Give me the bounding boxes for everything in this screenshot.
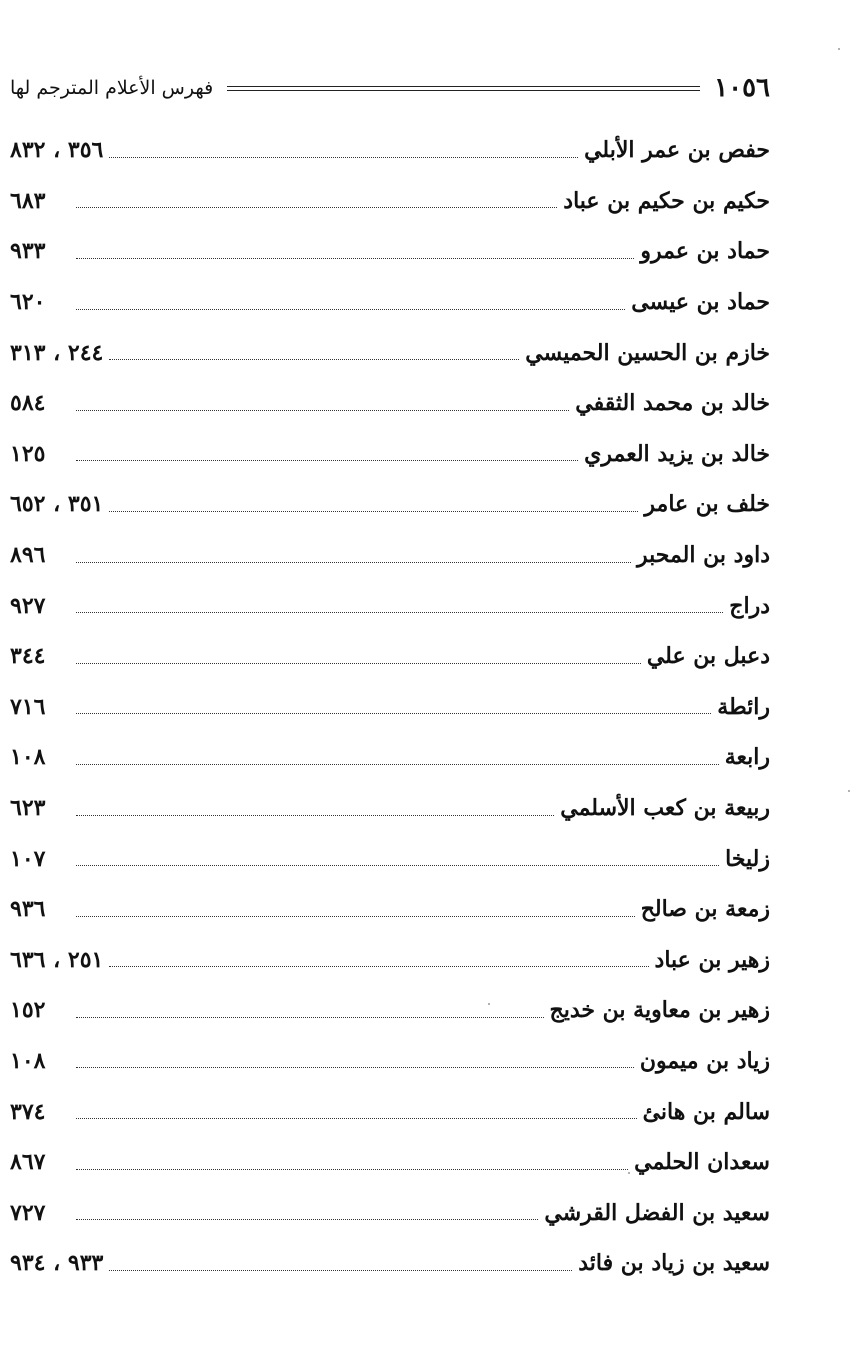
entry-page-numbers: ٣٧٤ — [10, 1098, 46, 1125]
index-entry — [10, 732, 770, 783]
dot-leader — [109, 143, 578, 158]
page-number: ١٠٥٦ — [714, 73, 770, 103]
index-entry — [10, 125, 770, 176]
page-header — [10, 70, 770, 106]
scan-speck — [838, 48, 840, 50]
dot-leader — [76, 1003, 544, 1018]
entry-name: سالم بن هانئ — [642, 1098, 770, 1125]
entry-page-numbers: ٨٦٧ — [10, 1149, 46, 1176]
entry-page-numbers: ٦٨٣ — [10, 187, 46, 214]
dot-leader — [76, 801, 554, 816]
index-entry — [10, 277, 770, 328]
index-entry — [10, 580, 770, 631]
dot-leader — [109, 952, 648, 967]
index-entry — [10, 682, 770, 733]
dot-leader — [76, 851, 719, 866]
dot-leader — [76, 193, 557, 208]
entry-name: زهير بن عباد — [654, 946, 770, 973]
index-entry — [10, 1187, 770, 1238]
entry-page-numbers: ١٥٢ — [10, 997, 46, 1024]
entry-name: دراج — [729, 592, 770, 619]
entry-name: رائطة — [717, 693, 770, 720]
index-entry — [10, 783, 770, 834]
entry-page-numbers: ٩٢٧ — [10, 592, 46, 619]
entry-name: زياد بن ميمون — [639, 1047, 770, 1074]
running-title: فهرس الأعلام المترجم لها — [10, 77, 214, 99]
entry-page-numbers: ٢٥١ ، ٦٣٦ — [10, 946, 104, 973]
dot-leader — [76, 1053, 634, 1068]
index-entry — [10, 226, 770, 277]
index-entry — [10, 378, 770, 429]
dot-leader — [76, 548, 631, 563]
entry-page-numbers: ٣٥٦ ، ٨٣٢ — [10, 137, 104, 164]
index-entry — [10, 631, 770, 682]
dot-leader — [109, 497, 638, 512]
entry-name: ربيعة بن كعب الأسلمي — [560, 795, 770, 822]
entry-name: زهير بن معاوية بن خديج — [549, 997, 770, 1024]
entry-name: داود بن المحبر — [636, 542, 770, 569]
entry-page-numbers: ٨٩٦ — [10, 542, 46, 569]
entry-page-numbers: ٦٢٠ — [10, 289, 46, 316]
index-entry — [10, 833, 770, 884]
dot-leader — [76, 1205, 538, 1220]
dot-leader — [76, 446, 578, 461]
entry-name: خلف بن عامر — [644, 491, 770, 518]
entry-name: حكيم بن حكيم بن عباد — [563, 187, 770, 214]
index-entries — [10, 125, 770, 1289]
entry-page-numbers: ٩٣٣ — [10, 238, 46, 265]
entry-name: خالد بن يزيد العمري — [584, 440, 770, 467]
entry-name: رابعة — [724, 744, 770, 771]
index-entry — [10, 985, 770, 1036]
index-entry — [10, 1036, 770, 1087]
entry-page-numbers: ٩٣٦ — [10, 896, 46, 923]
dot-leader — [76, 244, 634, 259]
entry-name: زليخا — [725, 845, 770, 872]
index-entry — [10, 1137, 770, 1188]
dot-leader — [109, 1256, 572, 1271]
entry-name: زمعة بن صالح — [640, 896, 770, 923]
dot-leader — [76, 598, 723, 613]
index-entry — [10, 530, 770, 581]
entry-name: سعيد بن زياد بن فائد — [578, 1250, 770, 1277]
dot-leader — [76, 295, 625, 310]
entry-page-numbers: ٩٣٣ ، ٩٣٤ — [10, 1250, 104, 1277]
index-entry — [10, 935, 770, 986]
index-entry — [10, 1238, 770, 1289]
entry-name: حماد بن عمرو — [640, 238, 770, 265]
entry-page-numbers: ٧٢٧ — [10, 1199, 46, 1226]
dot-leader — [76, 1104, 637, 1119]
entry-page-numbers: ١٠٨ — [10, 744, 46, 771]
dot-leader — [76, 1155, 628, 1170]
entry-name: سعيد بن الفضل القرشي — [544, 1199, 770, 1226]
dot-leader — [76, 649, 641, 664]
index-entry — [10, 1086, 770, 1137]
dot-leader — [76, 750, 719, 765]
entry-page-numbers: ٣٤٤ — [10, 643, 46, 670]
entry-page-numbers: ٧١٦ — [10, 693, 46, 720]
entry-page-numbers: ١٠٨ — [10, 1047, 46, 1074]
entry-name: سعدان الحلمي — [634, 1149, 770, 1176]
entry-page-numbers: ٥٨٤ — [10, 390, 46, 417]
entry-page-numbers: ٦٢٣ — [10, 795, 46, 822]
header-double-rule — [227, 86, 700, 91]
index-entry — [10, 176, 770, 227]
entry-page-numbers: ١٠٧ — [10, 845, 46, 872]
index-entry — [10, 327, 770, 378]
index-entry — [10, 884, 770, 935]
entry-page-numbers: ١٢٥ — [10, 440, 46, 467]
entry-page-numbers: ٣٥١ ، ٦٥٢ — [10, 491, 104, 518]
dot-leader — [76, 396, 569, 411]
index-entry — [10, 479, 770, 530]
entry-name: حفص بن عمر الأبلي — [584, 137, 770, 164]
dot-leader — [76, 699, 711, 714]
index-entry — [10, 429, 770, 480]
entry-name: دعبل بن علي — [646, 643, 770, 670]
entry-name: خالد بن محمد الثقفي — [575, 390, 770, 417]
entry-page-numbers: ٢٤٤ ، ٣١٣ — [10, 339, 104, 366]
scan-speck — [488, 1003, 490, 1005]
scan-speck — [628, 1172, 630, 1174]
scan-speck — [848, 790, 850, 792]
dot-leader — [76, 902, 635, 917]
entry-name: خازم بن الحسين الحميسي — [525, 339, 770, 366]
entry-name: حماد بن عيسى — [631, 289, 770, 316]
dot-leader — [109, 345, 519, 360]
